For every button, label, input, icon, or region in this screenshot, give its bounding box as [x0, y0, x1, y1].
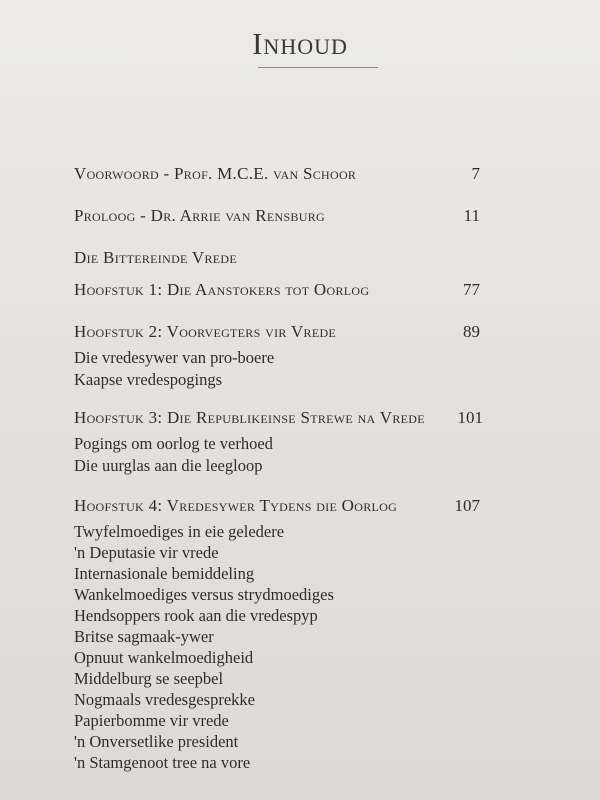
toc-entry-voorwoord: Voorwoord - Prof. M.C.E. van Schoor — [74, 164, 357, 183]
toc-page-voorwoord: 7 — [471, 164, 480, 183]
toc-section: Nogmaals vredesgesprekke — [74, 690, 255, 709]
toc-page-chapter-4: 107 — [454, 496, 480, 515]
toc-section: Kaapse vredespogings — [74, 370, 223, 389]
toc-section: Middelburg se seepbel — [74, 669, 224, 688]
toc-section: Opnuut wankelmoedigheid — [74, 648, 254, 667]
toc-section: Pogings om oorlog te verhoed — [74, 434, 273, 453]
page-title: Inhoud — [252, 26, 348, 61]
toc-page-chapter-2: 89 — [463, 322, 480, 341]
toc-section: Hendsoppers rook aan die vredespyp — [74, 606, 318, 625]
toc-page-proloog: 11 — [463, 206, 480, 225]
toc-entry-chapter-2: Hoofstuk 2: Voorvegters vir Vrede — [74, 322, 337, 341]
toc-section: Wankelmoediges versus strydmoediges — [74, 585, 334, 604]
toc-page-chapter-3: 101 — [457, 408, 483, 427]
toc-page-chapter-1: 77 — [463, 280, 480, 299]
title-divider — [258, 67, 378, 68]
toc-section: Die vredesywer van pro-boere — [74, 348, 275, 367]
toc-section: 'n Onversetlike president — [74, 732, 239, 751]
toc-section: Britse sagmaak-ywer — [74, 627, 214, 646]
toc-section: Die uurglas aan die leegloop — [74, 456, 263, 475]
toc-entry-proloog: Proloog - Dr. Arrie van Rensburg — [74, 206, 325, 225]
toc-section: 'n Stamgenoot tree na vore — [74, 753, 251, 772]
toc-section: 'n Deputasie vir vrede — [74, 543, 219, 562]
toc-section: Papierbomme vir vrede — [74, 711, 229, 730]
toc-entry-chapter-3: Hoofstuk 3: Die Republikeinse Strewe na Vrede — [74, 408, 425, 427]
toc-section: Twyfelmoediges in eie geledere — [74, 522, 285, 541]
toc-entry-chapter-1: Hoofstuk 1: Die Aanstokers tot Oorlog — [74, 280, 370, 299]
toc-entry-chapter-4: Hoofstuk 4: Vredesywer Tydens die Oorlog — [74, 496, 398, 515]
toc-part-heading: Die Bittereinde Vrede — [74, 248, 238, 267]
toc-section: Internasionale bemiddeling — [74, 564, 255, 583]
